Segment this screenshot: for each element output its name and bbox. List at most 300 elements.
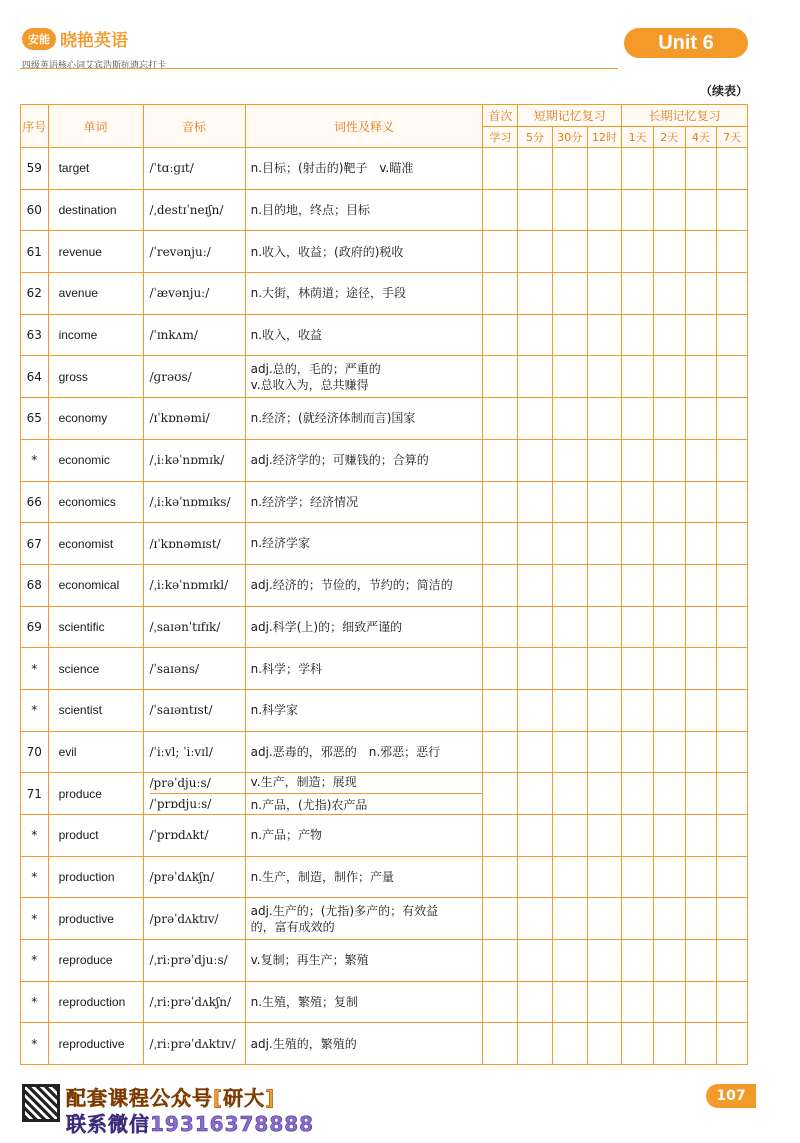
word-cell bbox=[48, 398, 143, 440]
review-checkbox-cell[interactable] bbox=[717, 189, 748, 231]
row-number-text: * bbox=[31, 1036, 38, 1051]
review-checkbox-cell[interactable] bbox=[518, 314, 553, 356]
row-number-text: 59 bbox=[26, 161, 42, 176]
review-checkbox-cell[interactable] bbox=[717, 940, 748, 982]
row-number-text: * bbox=[31, 870, 38, 885]
meaning-text: adj.生产的；(尤指)多产的；有效益 bbox=[250, 903, 439, 918]
review-checkbox-cell[interactable] bbox=[483, 356, 518, 398]
table-row bbox=[21, 731, 748, 773]
review-checkbox-cell[interactable] bbox=[685, 148, 717, 190]
review-checkbox-cell[interactable] bbox=[552, 231, 587, 273]
review-checkbox-cell[interactable] bbox=[587, 523, 622, 565]
word-text: destination bbox=[58, 203, 117, 218]
word-text: economics bbox=[58, 494, 116, 509]
review-checkbox-cell[interactable] bbox=[587, 273, 622, 315]
word-text: production bbox=[58, 870, 115, 885]
review-checkbox-cell[interactable] bbox=[622, 856, 654, 898]
review-checkbox-cell[interactable] bbox=[587, 981, 622, 1023]
review-checkbox-cell[interactable] bbox=[622, 148, 654, 190]
row-number-text: * bbox=[31, 453, 38, 468]
review-checkbox-cell[interactable] bbox=[518, 481, 553, 523]
phonetic-text: /prəˈdʌktɪv/ bbox=[149, 911, 219, 926]
word-cell bbox=[48, 148, 143, 190]
review-checkbox-cell[interactable] bbox=[685, 981, 717, 1023]
review-checkbox-cell[interactable] bbox=[587, 481, 622, 523]
row-number bbox=[21, 439, 49, 481]
review-checkbox-cell[interactable] bbox=[653, 981, 685, 1023]
meaning-cell bbox=[245, 189, 483, 231]
review-checkbox-cell[interactable] bbox=[622, 439, 654, 481]
review-checkbox-cell[interactable] bbox=[685, 398, 717, 440]
review-checkbox-cell[interactable] bbox=[685, 773, 717, 815]
meaning-text: n.产品；产物 bbox=[250, 828, 323, 843]
review-checkbox-cell[interactable] bbox=[483, 898, 518, 940]
review-checkbox-cell[interactable] bbox=[622, 606, 654, 648]
word-cell bbox=[48, 773, 143, 815]
review-checkbox-cell[interactable] bbox=[653, 940, 685, 982]
word-text: reproduction bbox=[58, 995, 126, 1010]
meaning-cell bbox=[245, 940, 483, 982]
review-checkbox-cell[interactable] bbox=[587, 231, 622, 273]
review-checkbox-cell[interactable] bbox=[483, 564, 518, 606]
table-row bbox=[21, 606, 748, 648]
logo-badge: 安能 bbox=[22, 28, 56, 50]
review-checkbox-cell[interactable] bbox=[483, 189, 518, 231]
meaning-text: adj.经济学的；可赚钱的；合算的 bbox=[250, 453, 429, 468]
review-checkbox-cell[interactable] bbox=[622, 981, 654, 1023]
review-checkbox-cell[interactable] bbox=[483, 1023, 518, 1065]
review-checkbox-cell[interactable] bbox=[717, 1023, 748, 1065]
row-number bbox=[21, 564, 49, 606]
review-checkbox-cell[interactable] bbox=[653, 898, 685, 940]
row-number bbox=[21, 981, 49, 1023]
meaning-text: adj.恶毒的，邪恶的 n.邪恶；恶行 bbox=[250, 744, 441, 759]
review-checkbox-cell[interactable] bbox=[685, 689, 717, 731]
phonetic-text: /ˈiːvl; ˈiːvɪl/ bbox=[149, 744, 213, 759]
meaning-cell bbox=[245, 1023, 483, 1065]
review-checkbox-cell[interactable] bbox=[717, 856, 748, 898]
review-checkbox-cell[interactable] bbox=[587, 689, 622, 731]
review-checkbox-cell[interactable] bbox=[685, 189, 717, 231]
review-checkbox-cell[interactable] bbox=[653, 523, 685, 565]
review-checkbox-cell[interactable] bbox=[653, 231, 685, 273]
review-checkbox-cell[interactable] bbox=[717, 481, 748, 523]
review-checkbox-cell[interactable] bbox=[587, 815, 622, 857]
review-checkbox-cell[interactable] bbox=[717, 148, 748, 190]
review-checkbox-cell[interactable] bbox=[552, 481, 587, 523]
header-divider bbox=[20, 68, 618, 69]
review-checkbox-cell[interactable] bbox=[653, 773, 685, 815]
table-row bbox=[21, 940, 748, 982]
review-checkbox-cell[interactable] bbox=[717, 564, 748, 606]
review-checkbox-cell[interactable] bbox=[587, 606, 622, 648]
review-checkbox-cell[interactable] bbox=[483, 815, 518, 857]
review-checkbox-cell[interactable] bbox=[552, 689, 587, 731]
phonetic-cell bbox=[143, 356, 245, 398]
review-checkbox-cell[interactable] bbox=[622, 481, 654, 523]
review-checkbox-cell[interactable] bbox=[653, 314, 685, 356]
brand-logo bbox=[22, 26, 128, 51]
review-checkbox-cell[interactable] bbox=[518, 648, 553, 690]
review-checkbox-cell[interactable] bbox=[552, 940, 587, 982]
review-checkbox-cell[interactable] bbox=[653, 564, 685, 606]
word-cell bbox=[48, 940, 143, 982]
review-checkbox-cell[interactable] bbox=[587, 940, 622, 982]
word-cell bbox=[48, 815, 143, 857]
review-checkbox-cell[interactable] bbox=[587, 856, 622, 898]
review-checkbox-cell[interactable] bbox=[653, 815, 685, 857]
word-text: produce bbox=[58, 786, 102, 801]
review-checkbox-cell[interactable] bbox=[622, 689, 654, 731]
review-checkbox-cell[interactable] bbox=[518, 815, 553, 857]
review-checkbox-cell[interactable] bbox=[717, 689, 748, 731]
word-cell bbox=[48, 1023, 143, 1065]
review-checkbox-cell[interactable] bbox=[622, 314, 654, 356]
review-checkbox-cell[interactable] bbox=[552, 773, 587, 815]
phonetic-text: /ˈɪnkʌm/ bbox=[149, 328, 198, 343]
row-number bbox=[21, 231, 49, 273]
review-checkbox-cell[interactable] bbox=[587, 314, 622, 356]
review-checkbox-cell[interactable] bbox=[717, 606, 748, 648]
row-number-text: 67 bbox=[26, 536, 42, 551]
review-checkbox-cell[interactable] bbox=[552, 189, 587, 231]
phonetic-text: /ˌriːprəˈdjuːs/ bbox=[149, 953, 228, 968]
header-meaning: 词性及释义 bbox=[245, 105, 483, 148]
review-checkbox-cell[interactable] bbox=[685, 815, 717, 857]
phonetic-cell bbox=[143, 314, 245, 356]
review-checkbox-cell[interactable] bbox=[685, 439, 717, 481]
review-checkbox-cell[interactable] bbox=[518, 439, 553, 481]
review-checkbox-cell[interactable] bbox=[587, 564, 622, 606]
word-text: reproduce bbox=[58, 953, 113, 968]
review-checkbox-cell[interactable] bbox=[518, 273, 553, 315]
review-checkbox-cell[interactable] bbox=[685, 481, 717, 523]
review-checkbox-cell[interactable] bbox=[483, 523, 518, 565]
word-cell bbox=[48, 273, 143, 315]
review-checkbox-cell[interactable] bbox=[653, 648, 685, 690]
review-checkbox-cell[interactable] bbox=[552, 439, 587, 481]
review-checkbox-cell[interactable] bbox=[518, 606, 553, 648]
review-checkbox-cell[interactable] bbox=[483, 606, 518, 648]
review-checkbox-cell[interactable] bbox=[518, 898, 553, 940]
review-checkbox-cell[interactable] bbox=[552, 898, 587, 940]
review-checkbox-cell[interactable] bbox=[483, 981, 518, 1023]
review-checkbox-cell[interactable] bbox=[653, 189, 685, 231]
phonetic-cell bbox=[143, 481, 245, 523]
header-short-col: 30分 bbox=[552, 127, 587, 148]
table-row bbox=[21, 314, 748, 356]
review-checkbox-cell[interactable] bbox=[518, 231, 553, 273]
header-short-col: 5分 bbox=[518, 127, 553, 148]
review-checkbox-cell[interactable] bbox=[622, 564, 654, 606]
review-checkbox-cell[interactable] bbox=[622, 898, 654, 940]
review-checkbox-cell[interactable] bbox=[483, 148, 518, 190]
review-checkbox-cell[interactable] bbox=[552, 523, 587, 565]
review-checkbox-cell[interactable] bbox=[518, 148, 553, 190]
meaning-text: n.经济学家 bbox=[250, 536, 311, 551]
meaning-text: v.复制；再生产；繁殖 bbox=[250, 953, 369, 968]
meaning-text: adj.经济的；节俭的，节约的；简洁的 bbox=[250, 578, 453, 593]
review-checkbox-cell[interactable] bbox=[518, 940, 553, 982]
review-checkbox-cell[interactable] bbox=[518, 773, 553, 815]
header-long-col: 7天 bbox=[717, 127, 748, 148]
review-checkbox-cell[interactable] bbox=[717, 898, 748, 940]
meaning-text: n.生殖，繁殖；复制 bbox=[250, 995, 359, 1009]
review-checkbox-cell[interactable] bbox=[653, 856, 685, 898]
review-checkbox-cell[interactable] bbox=[717, 273, 748, 315]
review-checkbox-cell[interactable] bbox=[717, 523, 748, 565]
review-checkbox-cell[interactable] bbox=[717, 731, 748, 773]
promo-contact-text: 联系微信19316378888 bbox=[66, 1112, 315, 1136]
word-cell bbox=[48, 898, 143, 940]
review-checkbox-cell[interactable] bbox=[653, 606, 685, 648]
phonetic-cell bbox=[143, 523, 245, 565]
review-checkbox-cell[interactable] bbox=[685, 273, 717, 315]
review-checkbox-cell[interactable] bbox=[653, 689, 685, 731]
review-checkbox-cell[interactable] bbox=[685, 523, 717, 565]
review-checkbox-cell[interactable] bbox=[685, 314, 717, 356]
review-checkbox-cell[interactable] bbox=[587, 356, 622, 398]
review-checkbox-cell[interactable] bbox=[685, 856, 717, 898]
review-checkbox-cell[interactable] bbox=[483, 398, 518, 440]
word-text: income bbox=[58, 328, 98, 343]
row-number-text: 63 bbox=[26, 328, 42, 343]
phonetic-text: /ˌsaɪənˈtɪfɪk/ bbox=[149, 619, 221, 634]
review-checkbox-cell[interactable] bbox=[518, 398, 553, 440]
row-number bbox=[21, 773, 49, 815]
review-checkbox-cell[interactable] bbox=[552, 356, 587, 398]
header-long-col: 2天 bbox=[653, 127, 685, 148]
review-checkbox-cell[interactable] bbox=[622, 1023, 654, 1065]
review-checkbox-cell[interactable] bbox=[483, 689, 518, 731]
review-checkbox-cell[interactable] bbox=[587, 398, 622, 440]
review-checkbox-cell[interactable] bbox=[622, 773, 654, 815]
row-number bbox=[21, 815, 49, 857]
word-cell bbox=[48, 523, 143, 565]
phonetic-cell bbox=[143, 398, 245, 440]
header-long-col: 1天 bbox=[622, 127, 654, 148]
table-row bbox=[21, 564, 748, 606]
review-checkbox-cell[interactable] bbox=[587, 898, 622, 940]
review-checkbox-cell[interactable] bbox=[483, 773, 518, 815]
word-cell bbox=[48, 439, 143, 481]
word-text: evil bbox=[58, 744, 77, 759]
row-number-text: 64 bbox=[26, 369, 42, 384]
header-first-study-top: 首次 bbox=[483, 105, 518, 127]
review-checkbox-cell[interactable] bbox=[518, 1023, 553, 1065]
row-number-text: 61 bbox=[26, 244, 42, 259]
review-checkbox-cell[interactable] bbox=[552, 731, 587, 773]
review-checkbox-cell[interactable] bbox=[685, 564, 717, 606]
meaning-text: n.生产，制造，制作；产量 bbox=[250, 869, 395, 884]
review-checkbox-cell[interactable] bbox=[483, 940, 518, 982]
review-checkbox-cell[interactable] bbox=[518, 356, 553, 398]
review-checkbox-cell[interactable] bbox=[552, 606, 587, 648]
review-checkbox-cell[interactable] bbox=[717, 398, 748, 440]
review-checkbox-cell[interactable] bbox=[622, 189, 654, 231]
vocabulary-table bbox=[20, 104, 748, 1065]
row-number bbox=[21, 731, 49, 773]
table-row bbox=[21, 1023, 748, 1065]
review-checkbox-cell[interactable] bbox=[622, 231, 654, 273]
review-checkbox-cell[interactable] bbox=[717, 314, 748, 356]
phonetic-cell bbox=[143, 940, 245, 982]
review-checkbox-cell[interactable] bbox=[622, 648, 654, 690]
word-cell bbox=[48, 314, 143, 356]
meaning-cell bbox=[245, 898, 483, 940]
row-number-text: 70 bbox=[26, 744, 42, 759]
review-checkbox-cell[interactable] bbox=[717, 773, 748, 815]
review-checkbox-cell[interactable] bbox=[685, 606, 717, 648]
meaning-cell bbox=[245, 231, 483, 273]
phonetic-cell bbox=[143, 273, 245, 315]
phonetic-text: /ˌdestɪˈneɪʃn/ bbox=[149, 203, 224, 218]
review-checkbox-cell[interactable] bbox=[518, 564, 553, 606]
meaning-text: adj.生殖的，繁殖的 bbox=[250, 1036, 357, 1051]
review-checkbox-cell[interactable] bbox=[587, 1023, 622, 1065]
review-checkbox-cell[interactable] bbox=[552, 815, 587, 857]
review-checkbox-cell[interactable] bbox=[653, 356, 685, 398]
review-checkbox-cell[interactable] bbox=[653, 1023, 685, 1065]
word-text: economist bbox=[58, 536, 114, 551]
review-checkbox-cell[interactable] bbox=[587, 731, 622, 773]
review-checkbox-cell[interactable] bbox=[518, 981, 553, 1023]
phonetic-cell bbox=[143, 1023, 245, 1065]
meaning-cell bbox=[245, 773, 483, 815]
row-number bbox=[21, 940, 49, 982]
review-checkbox-cell[interactable] bbox=[587, 648, 622, 690]
review-checkbox-cell[interactable] bbox=[685, 898, 717, 940]
meaning-text: adj.总的，毛的；严重的 bbox=[250, 361, 381, 376]
row-number-text: * bbox=[31, 953, 38, 968]
review-checkbox-cell[interactable] bbox=[483, 439, 518, 481]
continued-label: （续表） bbox=[699, 84, 748, 98]
meaning-cell bbox=[245, 439, 483, 481]
row-number bbox=[21, 689, 49, 731]
phonetic-text: /ˈsaɪəns/ bbox=[149, 661, 200, 676]
word-text: revenue bbox=[58, 244, 102, 259]
review-checkbox-cell[interactable] bbox=[653, 398, 685, 440]
word-text: economical bbox=[58, 578, 120, 593]
phonetic-text: /ˌiːkəˈnɒmɪks/ bbox=[149, 494, 231, 509]
review-checkbox-cell[interactable] bbox=[587, 439, 622, 481]
review-checkbox-cell[interactable] bbox=[552, 273, 587, 315]
review-checkbox-cell[interactable] bbox=[518, 189, 553, 231]
header-seq: 序号 bbox=[21, 105, 49, 148]
review-checkbox-cell[interactable] bbox=[717, 439, 748, 481]
review-checkbox-cell[interactable] bbox=[483, 273, 518, 315]
row-number bbox=[21, 523, 49, 565]
table-row bbox=[21, 398, 748, 440]
review-checkbox-cell[interactable] bbox=[622, 940, 654, 982]
table-row bbox=[21, 773, 748, 815]
phonetic-text: /ˈtɑːɡɪt/ bbox=[149, 161, 194, 176]
review-checkbox-cell[interactable] bbox=[483, 231, 518, 273]
review-checkbox-cell[interactable] bbox=[653, 481, 685, 523]
meaning-cell bbox=[245, 523, 483, 565]
phonetic-cell bbox=[143, 439, 245, 481]
review-checkbox-cell[interactable] bbox=[587, 189, 622, 231]
review-checkbox-cell[interactable] bbox=[685, 231, 717, 273]
review-checkbox-cell[interactable] bbox=[653, 273, 685, 315]
row-number bbox=[21, 148, 49, 190]
row-number-text: 68 bbox=[26, 578, 42, 593]
page-footer bbox=[0, 1080, 800, 1143]
table-row bbox=[21, 231, 748, 273]
review-checkbox-cell[interactable] bbox=[653, 439, 685, 481]
word-text: scientific bbox=[58, 619, 105, 634]
review-checkbox-cell[interactable] bbox=[653, 731, 685, 773]
phonetic-text: /ˈsaɪəntɪst/ bbox=[149, 703, 213, 718]
review-checkbox-cell[interactable] bbox=[483, 856, 518, 898]
phonetic-text: /ɪˈkɒnəmɪst/ bbox=[149, 536, 221, 551]
review-checkbox-cell[interactable] bbox=[518, 523, 553, 565]
review-checkbox-cell[interactable] bbox=[518, 856, 553, 898]
phonetic-text: /ˌriːprəˈdʌkʃn/ bbox=[149, 995, 232, 1010]
review-checkbox-cell[interactable] bbox=[622, 273, 654, 315]
review-checkbox-cell[interactable] bbox=[483, 648, 518, 690]
review-checkbox-cell[interactable] bbox=[587, 148, 622, 190]
review-checkbox-cell[interactable] bbox=[622, 523, 654, 565]
review-checkbox-cell[interactable] bbox=[622, 398, 654, 440]
meaning-text: n.收入，收益 bbox=[250, 328, 323, 342]
review-checkbox-cell[interactable] bbox=[552, 856, 587, 898]
phonetic-cell bbox=[143, 981, 245, 1023]
review-checkbox-cell[interactable] bbox=[717, 231, 748, 273]
review-checkbox-cell[interactable] bbox=[552, 981, 587, 1023]
phonetic-cell bbox=[143, 773, 245, 815]
phonetic-cell bbox=[143, 148, 245, 190]
review-checkbox-cell[interactable] bbox=[685, 1023, 717, 1065]
review-checkbox-cell[interactable] bbox=[552, 398, 587, 440]
meaning-text-alt: 的，富有成效的 bbox=[250, 919, 335, 934]
review-checkbox-cell[interactable] bbox=[653, 148, 685, 190]
review-checkbox-cell[interactable] bbox=[717, 815, 748, 857]
word-text: scientist bbox=[58, 703, 102, 718]
row-number bbox=[21, 356, 49, 398]
meaning-cell bbox=[245, 981, 483, 1023]
row-number bbox=[21, 898, 49, 940]
review-checkbox-cell[interactable] bbox=[685, 940, 717, 982]
review-checkbox-cell[interactable] bbox=[622, 815, 654, 857]
review-checkbox-cell[interactable] bbox=[685, 648, 717, 690]
review-checkbox-cell[interactable] bbox=[587, 773, 622, 815]
review-checkbox-cell[interactable] bbox=[717, 648, 748, 690]
meaning-text: n.科学；学科 bbox=[250, 661, 323, 676]
word-text: target bbox=[58, 161, 90, 176]
review-checkbox-cell[interactable] bbox=[552, 1023, 587, 1065]
review-checkbox-cell[interactable] bbox=[552, 148, 587, 190]
review-checkbox-cell[interactable] bbox=[483, 731, 518, 773]
review-checkbox-cell[interactable] bbox=[552, 314, 587, 356]
row-number-text: * bbox=[31, 661, 38, 676]
review-checkbox-cell[interactable] bbox=[622, 356, 654, 398]
review-checkbox-cell[interactable] bbox=[483, 314, 518, 356]
review-checkbox-cell[interactable] bbox=[717, 981, 748, 1023]
review-checkbox-cell[interactable] bbox=[717, 356, 748, 398]
review-checkbox-cell[interactable] bbox=[622, 731, 654, 773]
review-checkbox-cell[interactable] bbox=[552, 564, 587, 606]
review-checkbox-cell[interactable] bbox=[483, 481, 518, 523]
header-short-term-review: 短期记忆复习 bbox=[518, 105, 622, 127]
review-checkbox-cell[interactable] bbox=[518, 689, 553, 731]
review-checkbox-cell[interactable] bbox=[685, 731, 717, 773]
review-checkbox-cell[interactable] bbox=[685, 356, 717, 398]
word-cell bbox=[48, 689, 143, 731]
word-text: reproductive bbox=[58, 1036, 125, 1051]
review-checkbox-cell[interactable] bbox=[552, 648, 587, 690]
review-checkbox-cell[interactable] bbox=[518, 731, 553, 773]
